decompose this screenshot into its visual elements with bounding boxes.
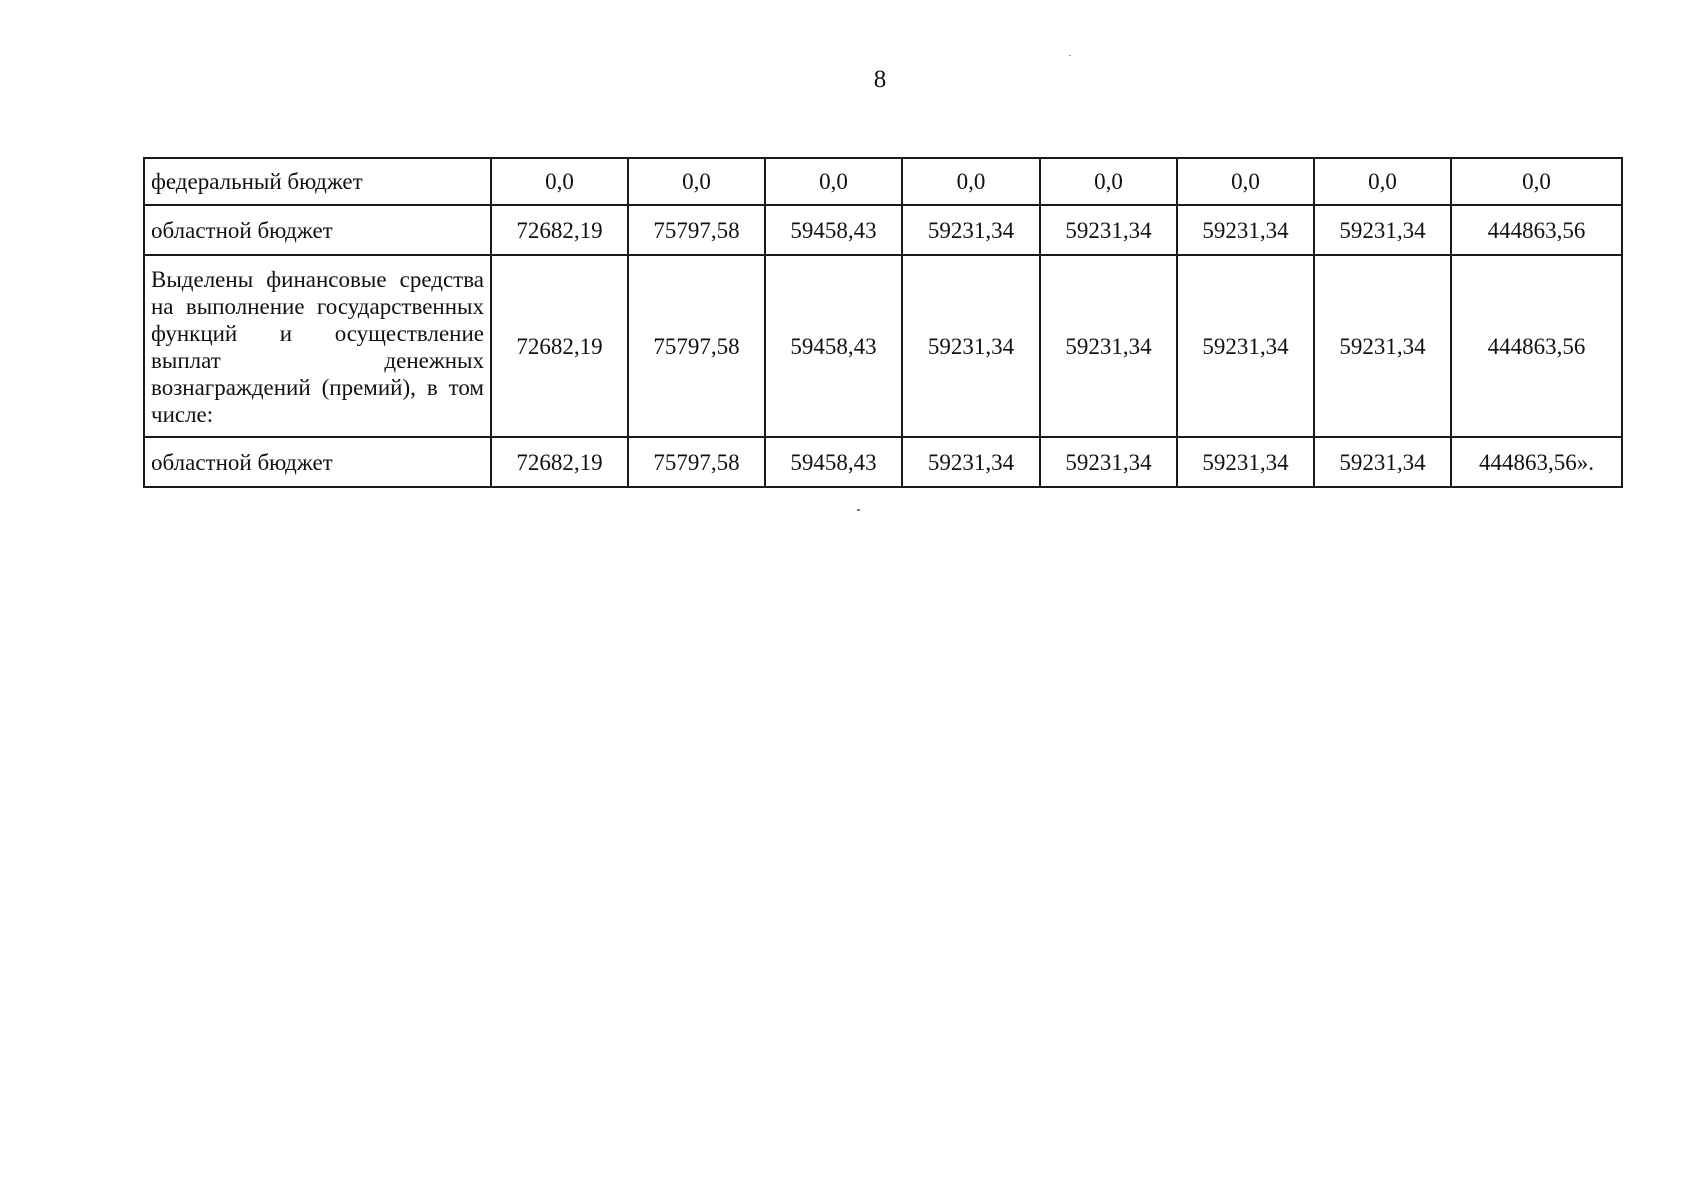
table-cell: 59231,34 bbox=[1177, 205, 1314, 255]
table-cell: 59231,34 bbox=[1040, 437, 1177, 487]
table-cell: 59231,34 bbox=[1040, 205, 1177, 255]
table-cell: 0,0 bbox=[1177, 158, 1314, 205]
table-cell: 59231,34 bbox=[1314, 437, 1451, 487]
table-cell: 0,0 bbox=[1040, 158, 1177, 205]
table-cell: 72682,19 bbox=[491, 437, 628, 487]
table-cell: 59231,34 bbox=[1314, 205, 1451, 255]
table-row bbox=[144, 255, 1622, 437]
total-cell: 444863,56». bbox=[1451, 437, 1622, 487]
total-cell: 444863,56 bbox=[1451, 205, 1622, 255]
table-cell: 72682,19 bbox=[491, 205, 628, 255]
table-cell: 59231,34 bbox=[1040, 255, 1177, 437]
table-cell: 75797,58 bbox=[628, 255, 765, 437]
table-row bbox=[144, 205, 1622, 255]
page-number: 8 bbox=[873, 66, 887, 93]
total-cell: 0,0 bbox=[1451, 158, 1622, 205]
table-cell: 75797,58 bbox=[628, 205, 765, 255]
table-row bbox=[144, 437, 1622, 487]
row-label: Выделены финансовые средства на выполнение государственных функций и осуществление выплат денежных вознаграждений (премий), в том числе: bbox=[144, 255, 491, 437]
table-cell: 59231,34 bbox=[1314, 255, 1451, 437]
table-cell: 59231,34 bbox=[902, 437, 1040, 487]
table-cell: 0,0 bbox=[628, 158, 765, 205]
row-label: областной бюджет bbox=[144, 205, 491, 255]
table-cell: 59231,34 bbox=[1177, 255, 1314, 437]
total-cell: 444863,56 bbox=[1451, 255, 1622, 437]
scan-speck bbox=[857, 509, 860, 511]
table-cell: 0,0 bbox=[491, 158, 628, 205]
table-cell: 0,0 bbox=[902, 158, 1040, 205]
table-cell: 75797,58 bbox=[628, 437, 765, 487]
table-cell: 0,0 bbox=[1314, 158, 1451, 205]
scan-speck bbox=[1069, 55, 1071, 56]
table-cell: 59458,43 bbox=[765, 255, 902, 437]
table-row bbox=[144, 158, 1622, 205]
financing-table bbox=[143, 157, 1623, 488]
row-label: федеральный бюджет bbox=[144, 158, 491, 205]
table-cell: 59458,43 bbox=[765, 437, 902, 487]
table-cell: 72682,19 bbox=[491, 255, 628, 437]
table-cell: 0,0 bbox=[765, 158, 902, 205]
table-cell: 59458,43 bbox=[765, 205, 902, 255]
table-cell: 59231,34 bbox=[902, 205, 1040, 255]
table-cell: 59231,34 bbox=[902, 255, 1040, 437]
table-cell: 59231,34 bbox=[1177, 437, 1314, 487]
row-label: областной бюджет bbox=[144, 437, 491, 487]
